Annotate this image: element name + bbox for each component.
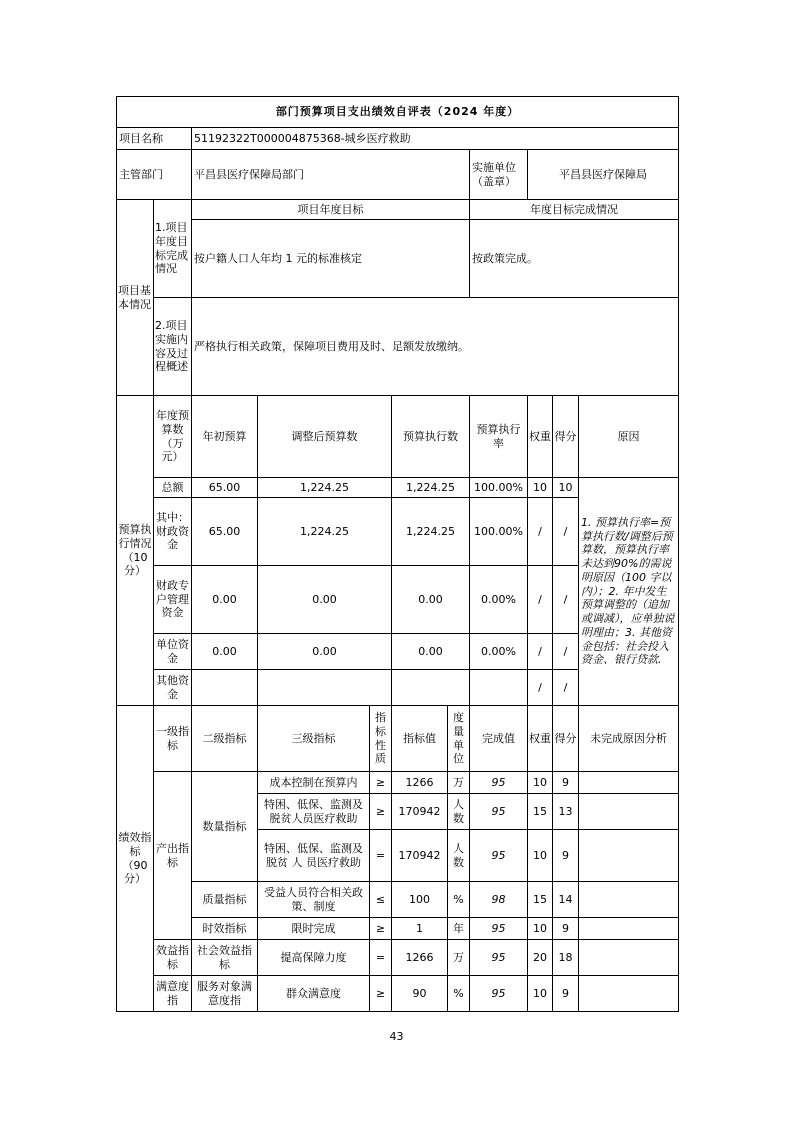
perf-nature: = [370, 830, 392, 882]
perf-nature: ≥ [370, 772, 392, 794]
perf-l2-quality: 质量指标 [192, 882, 258, 918]
perf-l2-social: 社会效益指标 [192, 940, 258, 976]
perf-nature: ≥ [370, 918, 392, 940]
budget-score: / [553, 634, 579, 670]
budget-weight: / [528, 670, 553, 706]
perf-header-l2: 二级指标 [192, 706, 258, 772]
perf-l3: 群众满意度 [258, 976, 370, 1012]
budget-header-rate: 预算执行率 [470, 396, 528, 478]
perf-unit: 年 [448, 918, 470, 940]
budget-score: 10 [553, 478, 579, 498]
perf-l2-quantity: 数量指标 [192, 772, 258, 882]
budget-header-adjusted: 调整后预算数 [258, 396, 392, 478]
basic-item2-label: 2.项目实施内容及过程概述 [154, 298, 192, 396]
perf-header-weight: 权重 [528, 706, 553, 772]
perf-header-nature: 指标性质 [370, 706, 392, 772]
perf-done: 95 [470, 772, 528, 794]
budget-row-name: 总额 [154, 478, 192, 498]
budget-score: / [553, 670, 579, 706]
perf-weight: 10 [528, 918, 553, 940]
perf-value: 170942 [392, 794, 448, 830]
perf-score: 13 [553, 794, 579, 830]
perf-l3: 特困、低保、监测及脱贫 人 员医疗救助 [258, 830, 370, 882]
budget-reason-note: 1. 预算执行率=预算执行数/调整后预算数，预算执行率未达到90%的需说明原因（100 字以内）；2. 年中发生预算调整的（追加或调减），应单独说明理由；3. 其他资金包括：社会投入资金、银行贷款. [579, 478, 679, 706]
perf-reason [579, 772, 679, 794]
perf-reason [579, 918, 679, 940]
perf-done: 95 [470, 940, 528, 976]
perf-weight: 15 [528, 882, 553, 918]
budget-adjusted: 0.00 [258, 634, 392, 670]
perf-l1-benefit: 效益指标 [154, 940, 192, 976]
budget-executed: 1,224.25 [392, 478, 470, 498]
budget-initial: 0.00 [192, 566, 258, 634]
budget-adjusted: 1,224.25 [258, 478, 392, 498]
budget-adjusted: 1,224.25 [258, 498, 392, 566]
perf-weight: 15 [528, 794, 553, 830]
perf-reason [579, 794, 679, 830]
goal-completion: 按政策完成。 [470, 220, 679, 298]
perf-section-label: 绩效指标（90 分） [117, 706, 154, 1012]
perf-reason [579, 830, 679, 882]
perf-l2-time: 时效指标 [192, 918, 258, 940]
perf-value: 1 [392, 918, 448, 940]
perf-done: 95 [470, 830, 528, 882]
perf-value: 1266 [392, 940, 448, 976]
goal-header: 项目年度目标 [192, 200, 470, 220]
perf-row [117, 918, 679, 940]
done-header: 年度目标完成情况 [470, 200, 679, 220]
page-title: 部门预算项目支出绩效自评表（2024 年度） [117, 97, 679, 128]
budget-row-name: 财政专户管理资金 [154, 566, 192, 634]
dept-value: 平昌县医疗保障局部门 [192, 150, 470, 200]
perf-nature: ≤ [370, 882, 392, 918]
perf-header-l3: 三级指标 [258, 706, 370, 772]
perf-l1-output: 产出指标 [154, 772, 192, 940]
perf-score: 9 [553, 772, 579, 794]
perf-done: 95 [470, 794, 528, 830]
perf-unit: 人数 [448, 830, 470, 882]
budget-adjusted [258, 670, 392, 706]
budget-weight: / [528, 498, 553, 566]
budget-section-label: 预算执行情况（10 分） [117, 396, 154, 706]
budget-executed [392, 670, 470, 706]
perf-header-unit: 度量单位 [448, 706, 470, 772]
perf-done: 95 [470, 918, 528, 940]
perf-done: 95 [470, 976, 528, 1012]
perf-header-done: 完成值 [470, 706, 528, 772]
perf-l3: 成本控制在预算内 [258, 772, 370, 794]
budget-initial: 65.00 [192, 478, 258, 498]
perf-row [117, 772, 679, 794]
budget-row-total [117, 478, 679, 498]
perf-reason [579, 940, 679, 976]
budget-rate [470, 670, 528, 706]
project-name-label: 项目名称 [117, 128, 192, 150]
budget-row-name: 单位资金 [154, 634, 192, 670]
impl-label: 实施单位（盖章） [470, 150, 528, 200]
budget-header-reason: 原因 [579, 396, 679, 478]
budget-header-score: 得分 [553, 396, 579, 478]
perf-score: 9 [553, 918, 579, 940]
self-evaluation-table [116, 96, 679, 1012]
perf-score: 14 [553, 882, 579, 918]
perf-score: 9 [553, 976, 579, 1012]
budget-executed: 0.00 [392, 566, 470, 634]
annual-goal: 按户籍人口人年均 1 元的标准核定 [192, 220, 470, 298]
budget-weight: / [528, 566, 553, 634]
perf-value: 1266 [392, 772, 448, 794]
perf-value: 100 [392, 882, 448, 918]
perf-nature: ≥ [370, 794, 392, 830]
perf-value: 170942 [392, 830, 448, 882]
perf-header-value: 指标值 [392, 706, 448, 772]
budget-row-name: 其中：财政资金 [154, 498, 192, 566]
project-name-value: 51192322T000004875368-城乡医疗救助 [192, 128, 679, 150]
budget-initial: 65.00 [192, 498, 258, 566]
perf-reason [579, 882, 679, 918]
perf-header-score: 得分 [553, 706, 579, 772]
perf-nature: = [370, 940, 392, 976]
budget-header-weight: 权重 [528, 396, 553, 478]
perf-weight: 10 [528, 772, 553, 794]
budget-rate: 100.00% [470, 478, 528, 498]
perf-l3: 受益人员符合相关政策、制度 [258, 882, 370, 918]
perf-unit: % [448, 976, 470, 1012]
budget-executed: 0.00 [392, 634, 470, 670]
perf-l3: 提高保障力度 [258, 940, 370, 976]
basic-section-label: 项目基本情况 [117, 200, 154, 396]
budget-initial: 0.00 [192, 634, 258, 670]
perf-weight: 20 [528, 940, 553, 976]
dept-label: 主管部门 [117, 150, 192, 200]
budget-rate: 100.00% [470, 498, 528, 566]
perf-weight: 10 [528, 976, 553, 1012]
budget-adjusted: 0.00 [258, 566, 392, 634]
perf-score: 18 [553, 940, 579, 976]
perf-unit: % [448, 882, 470, 918]
budget-rate: 0.00% [470, 634, 528, 670]
perf-reason [579, 976, 679, 1012]
perf-value: 90 [392, 976, 448, 1012]
perf-l1-satisfaction: 满意度指 [154, 976, 192, 1012]
budget-weight: 10 [528, 478, 553, 498]
budget-executed: 1,224.25 [392, 498, 470, 566]
budget-score: / [553, 566, 579, 634]
impl-value: 平昌县医疗保障局 [528, 150, 679, 200]
perf-header-l1: 一级指标 [154, 706, 192, 772]
perf-weight: 10 [528, 830, 553, 882]
budget-score: / [553, 498, 579, 566]
budget-initial [192, 670, 258, 706]
perf-row [117, 976, 679, 1012]
basic-item1-label: 1.项目年度目标完成情况 [154, 200, 192, 298]
perf-header-reason: 未完成原因分析 [579, 706, 679, 772]
perf-row [117, 940, 679, 976]
budget-header-annual: 年度预算数（万元） [154, 396, 192, 478]
perf-score: 9 [553, 830, 579, 882]
perf-row [117, 882, 679, 918]
perf-unit: 万 [448, 772, 470, 794]
perf-l2-service: 服务对象满意度指 [192, 976, 258, 1012]
perf-nature: ≥ [370, 976, 392, 1012]
budget-rate: 0.00% [470, 566, 528, 634]
perf-done: 98 [470, 882, 528, 918]
process-summary: 严格执行相关政策，保障项目费用及时、足额发放缴纳。 [192, 298, 679, 396]
perf-l3: 特困、低保、监测及脱贫人员医疗救助 [258, 794, 370, 830]
perf-l3: 限时完成 [258, 918, 370, 940]
page-number: 43 [389, 1030, 404, 1043]
budget-row-name: 其他资金 [154, 670, 192, 706]
budget-weight: / [528, 634, 553, 670]
budget-header-initial: 年初预算 [192, 396, 258, 478]
perf-unit: 人数 [448, 794, 470, 830]
perf-unit: 万 [448, 940, 470, 976]
budget-header-executed: 预算执行数 [392, 396, 470, 478]
